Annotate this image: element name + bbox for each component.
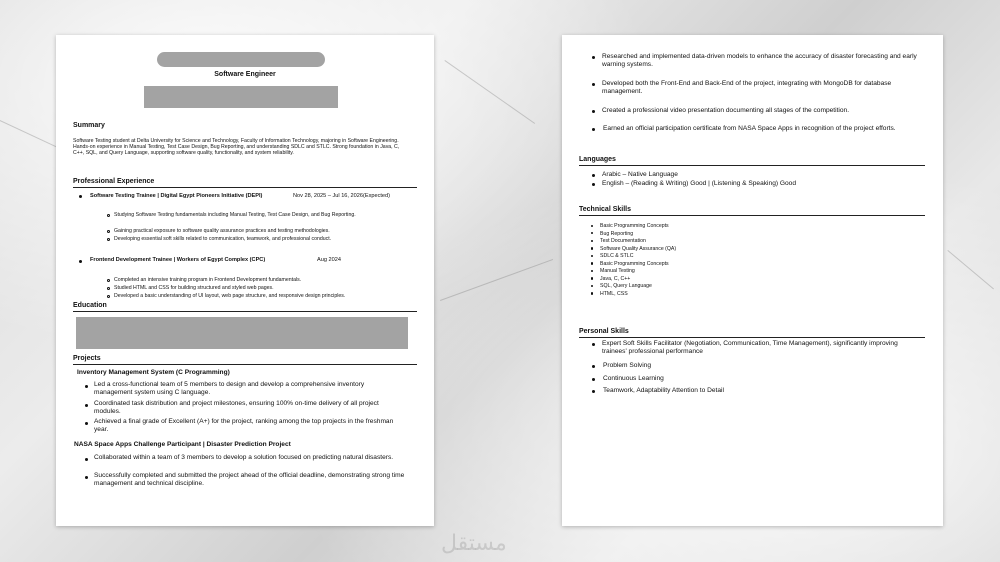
technical-skill-item: SDLC & STLC <box>600 253 634 260</box>
bullet <box>107 287 110 290</box>
bullet <box>592 110 595 113</box>
bullet <box>85 385 88 388</box>
bullet <box>107 214 110 217</box>
bullet <box>85 458 88 461</box>
technical-skill-item: Software Quality Assurance (QA) <box>600 245 677 252</box>
marble-vein <box>947 250 994 289</box>
section-rule <box>579 165 925 166</box>
language-item: English – (Reading & Writing) Good | (Listening & Speaking) Good <box>602 180 797 187</box>
watermark-logo: مستقل <box>441 531 507 556</box>
resume-page-1 <box>56 35 434 526</box>
bullet <box>85 476 88 479</box>
technical-skill-item: Manual Testing <box>600 268 635 275</box>
job-title-2: Frontend Development Trainee | Workers of Egypt Complex (CPC) <box>90 257 266 263</box>
redacted-contact <box>144 86 338 108</box>
redacted-name <box>157 52 325 67</box>
bullet <box>107 238 110 241</box>
personal-skills-heading: Personal Skills <box>579 328 629 335</box>
bullet <box>591 262 593 264</box>
bullet <box>592 183 595 186</box>
technical-skill-item: Test Documentation <box>600 238 646 245</box>
project-point: Created a professional video presentation documenting all stages of the competition. <box>602 107 850 114</box>
bullet <box>592 128 595 131</box>
job-date-2: Aug 2024 <box>317 257 341 263</box>
project-1-point: Achieved a final grade of Excellent (A+) for the project, ranking among the top projects in the freshman year. <box>94 418 394 434</box>
bullet <box>591 292 593 294</box>
job-2-point: Completed an intensive training program in Frontend Development fundamentals. <box>114 277 302 283</box>
project-title-1: Inventory Management System (C Programming) <box>77 369 230 376</box>
language-item: Arabic – Native Language <box>602 171 678 178</box>
bullet <box>591 225 593 227</box>
bullet <box>591 240 593 242</box>
marble-vein <box>0 120 63 150</box>
bullet <box>592 343 595 346</box>
job-title-1: Software Testing Trainee | Digital Egypt Pioneers Initiative (DEPI) <box>90 193 263 199</box>
summary-heading: Summary <box>73 122 105 129</box>
bullet <box>107 295 110 298</box>
marble-vein <box>444 60 535 124</box>
job-2-point: Developed a basic understanding of UI layout, web page structure, and responsive design principles. <box>114 293 346 299</box>
education-heading: Education <box>73 302 107 309</box>
bullet <box>591 255 593 257</box>
bullet <box>592 390 595 393</box>
summary-text: Software Testing student at Delta University for Science and Technology, Faculty of Information Technology, majoring in Software Engineering. Hands-on experience in Manual Testing, Test Case Design, Bug Reporting, and understanding SDLC and STLC. Strong foundation in Java, C, C++, SQL, and Query Language, supporting software quality, functionality, and system reliability. <box>73 138 400 157</box>
project-1-point: Coordinated task distribution and project milestones, ensuring 100% on-time delivery of all project modules. <box>94 400 379 416</box>
job-2-point: Studied HTML and CSS for building structured and styled web pages. <box>114 285 274 291</box>
bullet <box>107 279 110 282</box>
resume-page-2 <box>562 35 943 526</box>
bullet <box>591 232 593 234</box>
bullet <box>592 83 595 86</box>
job-date-1: Nov 28, 2025 – Jul 16, 2026(Expected) <box>293 193 391 199</box>
personal-skill-item: Continuous Learning <box>603 375 664 382</box>
personal-skill-item: Expert Soft Skills Facilitator (Negotiation, Communication, Time Management), significantly improving trainees' professional performance <box>602 340 898 356</box>
bullet <box>592 174 595 177</box>
job-1-point: Developing essential soft skills related to communication, teamwork, and professional conduct. <box>114 236 332 242</box>
bullet <box>591 285 593 287</box>
languages-heading: Languages <box>579 156 616 163</box>
technical-skill-item: HTML, CSS <box>600 290 628 297</box>
section-rule <box>579 337 925 338</box>
section-rule <box>73 364 417 365</box>
bullet <box>591 277 593 279</box>
technical-skill-item: Basic Programming Concepts <box>600 223 669 229</box>
project-point: Developed both the Front-End and Back-End of the project, integrating with MongoDB for database management. <box>602 80 892 96</box>
personal-skill-item: Teamwork, Adaptability Attention to Detail <box>603 387 724 394</box>
redacted-education <box>76 317 408 349</box>
bullet <box>591 247 593 249</box>
personal-skill-item: Problem Solving <box>603 362 652 369</box>
bullet <box>107 230 110 233</box>
technical-skills-heading: Technical Skills <box>579 206 632 213</box>
section-rule <box>73 311 417 312</box>
bullet <box>592 365 595 368</box>
job-1-point: Gaining practical exposure to software quality assurance practices and testing methodologies. <box>114 228 330 234</box>
bullet <box>79 260 82 263</box>
technical-skill-item: Basic Programming Concepts <box>600 260 669 267</box>
project-1-point: Led a cross-functional team of 5 members to design and develop a comprehensive inventory management system using C language. <box>94 381 365 397</box>
section-rule <box>73 187 417 188</box>
job-title: Software Engineer <box>214 71 276 78</box>
bullet <box>85 422 88 425</box>
section-rule <box>579 215 925 216</box>
project-2-point: Successfully completed and submitted the project ahead of the official deadline, demonstrating strong time management and technical discipline. <box>94 472 405 488</box>
projects-heading: Projects <box>73 355 101 362</box>
technical-skill-item: Bug Reporting <box>600 230 634 237</box>
experience-heading: Professional Experience <box>73 178 155 185</box>
project-2-point: Collaborated within a team of 3 members to develop a solution focused on predicting natural disasters. <box>94 454 394 461</box>
project-point: Earned an official participation certificate from NASA Space Apps in recognition of the project efforts. <box>603 125 896 132</box>
job-1-point: Studying Software Testing fundamentals including Manual Testing, Test Case Design, and Bug Reporting. <box>114 212 356 218</box>
marble-vein <box>440 259 553 301</box>
bullet <box>591 270 593 272</box>
project-point: Researched and implemented data-driven models to enhance the accuracy of disaster forecasting and early warning systems. <box>602 53 917 69</box>
project-title-2: NASA Space Apps Challenge Participant | Disaster Prediction Project <box>74 441 291 448</box>
bullet <box>79 195 82 198</box>
technical-skill-item: SQL, Query Language <box>600 283 652 290</box>
technical-skill-item: Java, C, C++ <box>600 275 631 282</box>
bullet <box>592 378 595 381</box>
bullet <box>592 56 595 59</box>
bullet <box>85 404 88 407</box>
